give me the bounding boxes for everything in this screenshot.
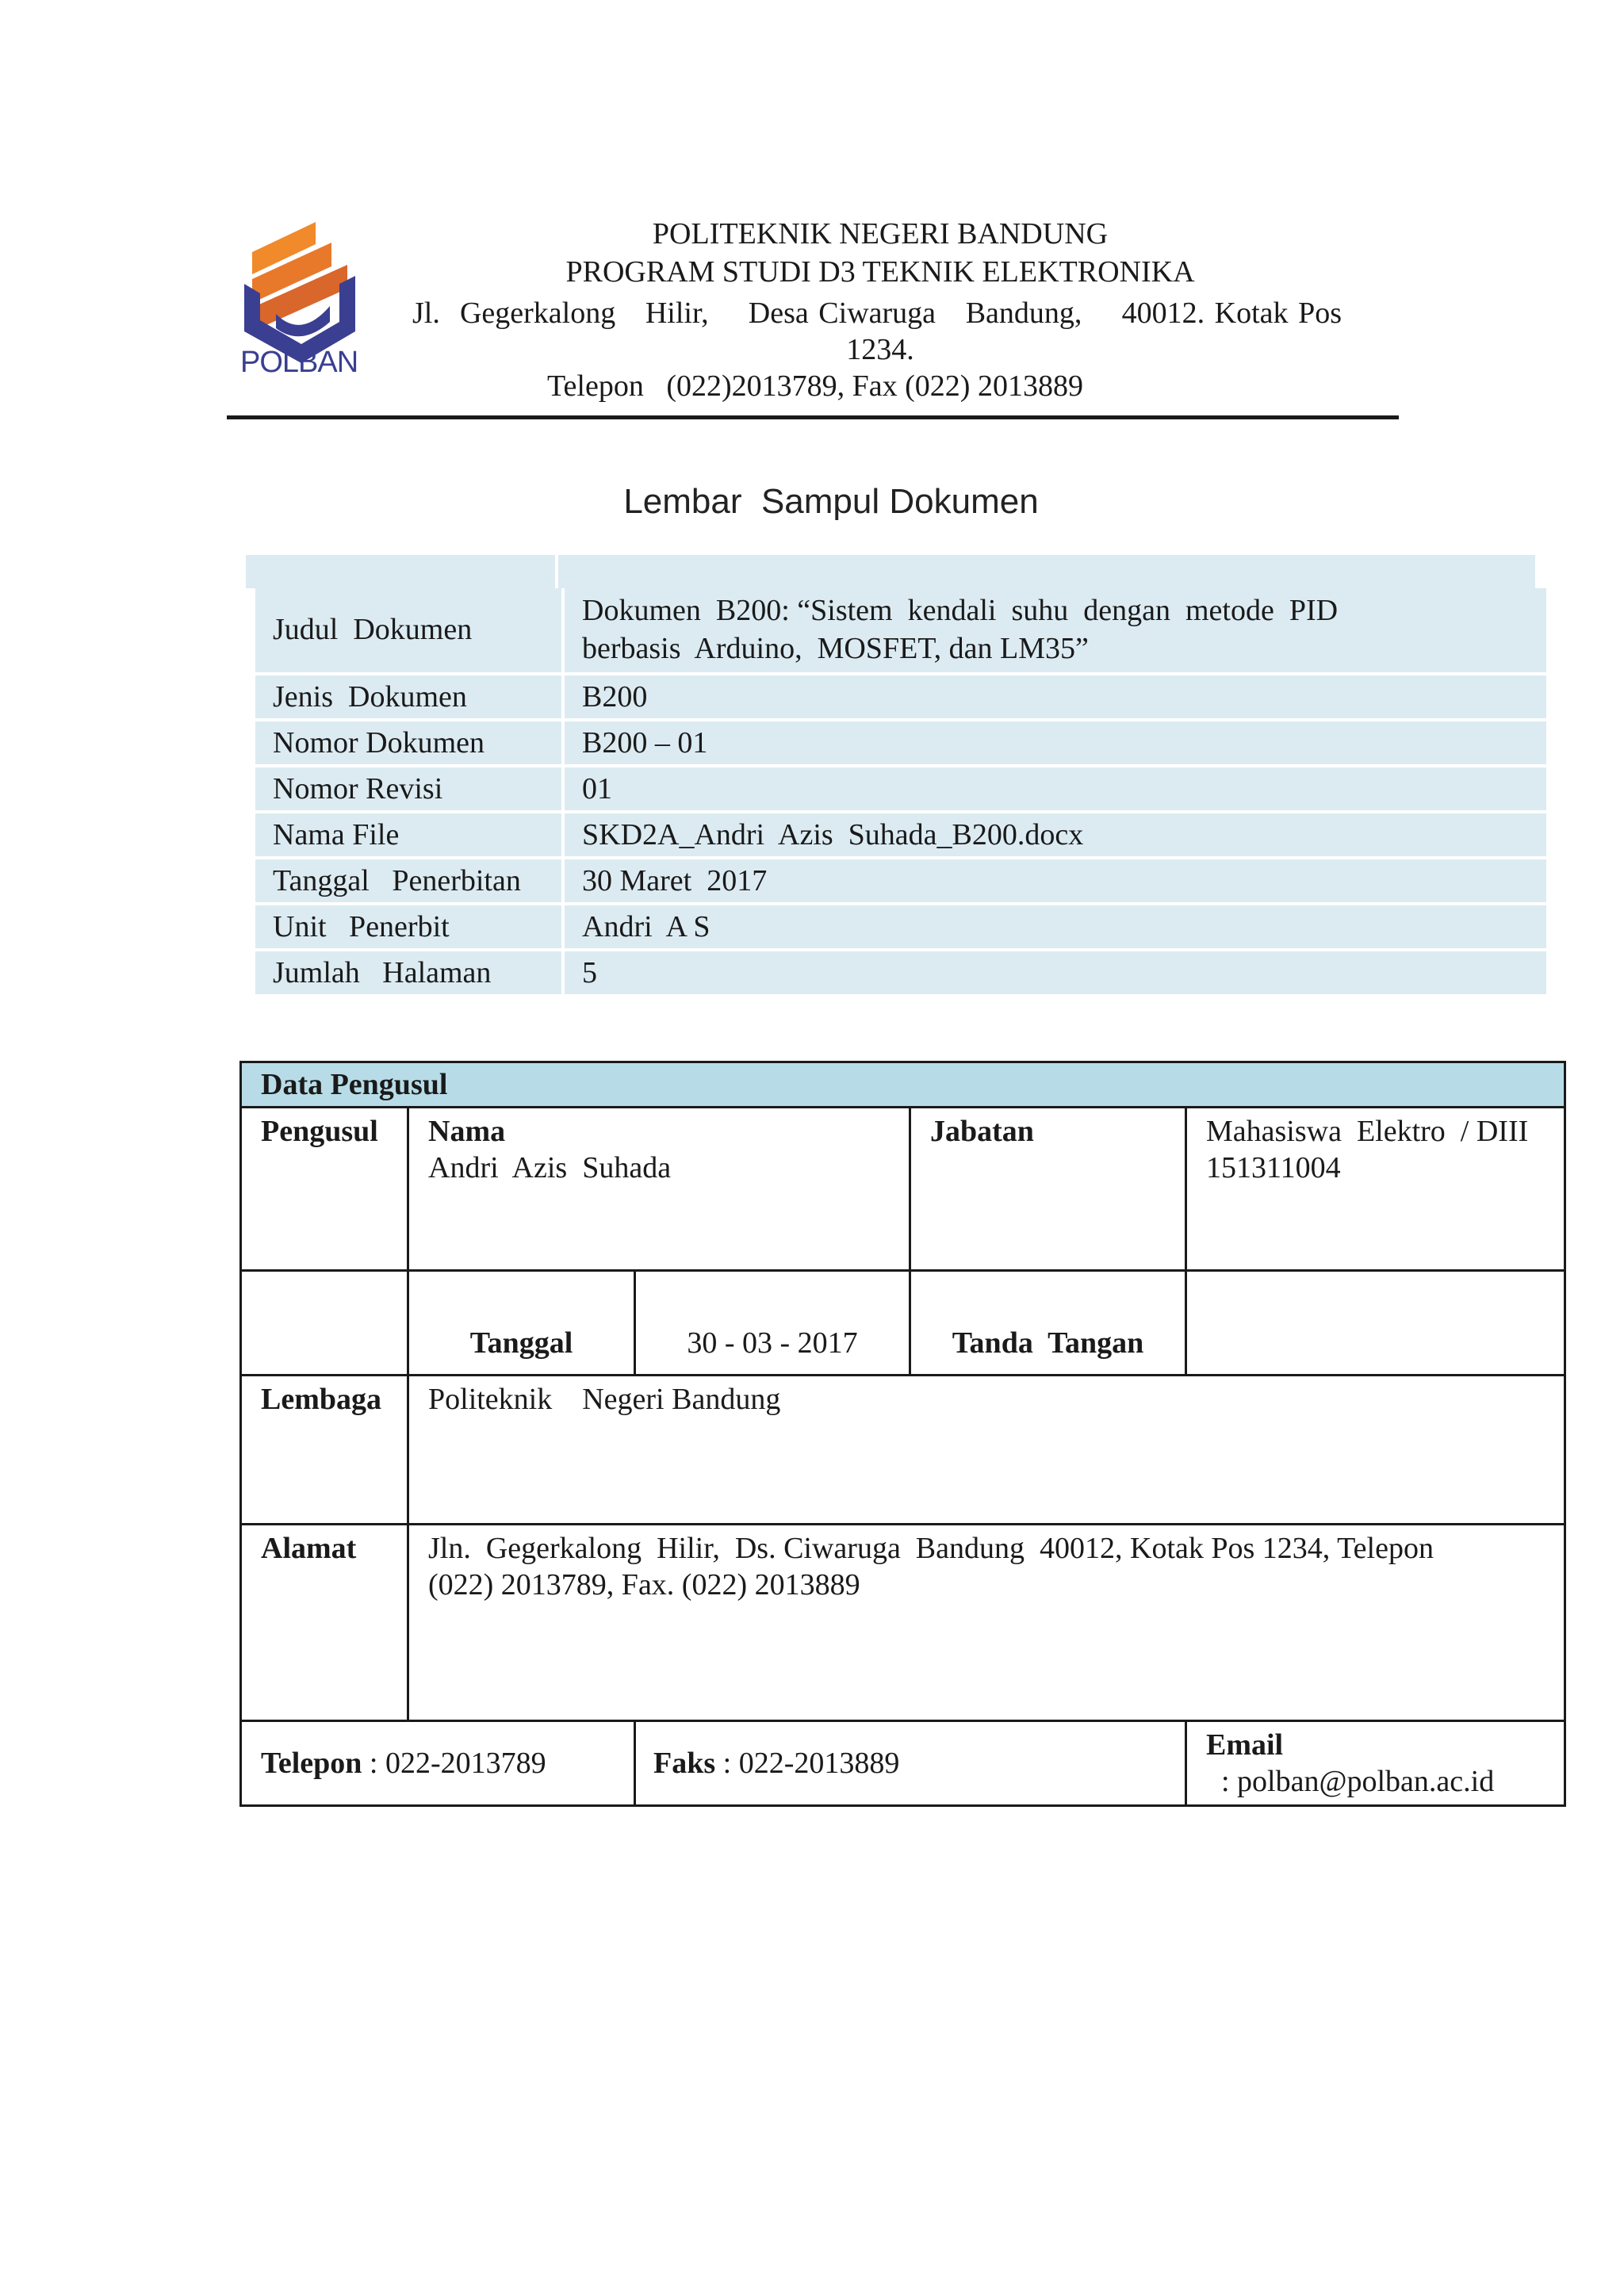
nama-label: Nama [428, 1115, 506, 1148]
table-row [255, 767, 1546, 813]
header-rule [227, 415, 1399, 419]
meta-key: Nomor Dokumen [255, 721, 565, 764]
meta-value-line: berbasis Arduino, MOSFET, dan LM35” [582, 632, 1089, 665]
nim-value: 151311004 [1206, 1151, 1341, 1184]
telepon-cell [241, 1721, 635, 1806]
alamat-value: Jln. Gegerkalong Hilir, Ds. Ciwaruga Bandung 40012, Kotak Pos 1234, Telepon [428, 1532, 1434, 1565]
meta-key: Nama File [255, 813, 565, 856]
table-row [255, 721, 1546, 767]
tanggal-label: Tanggal [408, 1271, 635, 1376]
meta-key: Jenis Dokumen [255, 675, 565, 718]
meta-table [255, 588, 1546, 997]
meta-key: Judul Dokumen [255, 588, 565, 672]
proposer-table [239, 1061, 1566, 1807]
meta-value: Andri A S [582, 910, 710, 943]
meta-value: B200 [582, 680, 648, 714]
lembaga-value: Politeknik Negeri Bandung [408, 1376, 1565, 1525]
email-cell [1186, 1721, 1565, 1806]
table-row [241, 1525, 1565, 1721]
alamat-cell [408, 1525, 1565, 1721]
table-row [241, 1721, 1565, 1806]
table-row [241, 1376, 1565, 1525]
meta-table-divider [555, 555, 558, 593]
meta-value: 01 [582, 772, 612, 806]
meta-key: Tanggal Penerbitan [255, 859, 565, 902]
pengusul-label: Pengusul [241, 1108, 408, 1271]
table-row [255, 813, 1546, 859]
table-row [255, 905, 1546, 951]
institution-name: POLITEKNIK NEGERI BANDUNG [652, 217, 1109, 251]
jabatan-cell [1186, 1108, 1565, 1271]
alamat-label: Alamat [241, 1525, 408, 1721]
section-title: Data Pengusul [241, 1062, 1565, 1108]
logo-text: POLBAN [240, 346, 358, 379]
phone-line: Telepon (022)2013789, Fax (022) 2013889 [547, 369, 1083, 403]
nama-cell [408, 1108, 910, 1271]
nama-value: Andri Azis Suhada [428, 1151, 672, 1184]
telepon-value: : 022-2013789 [369, 1747, 546, 1780]
meta-key: Jumlah Halaman [255, 951, 565, 994]
alamat-value-2: (022) 2013789, Fax. (022) 2013889 [428, 1568, 860, 1601]
meta-value: 5 [582, 956, 597, 989]
faks-cell [635, 1721, 1186, 1806]
table-row [255, 951, 1546, 997]
signature-cell [1186, 1271, 1565, 1376]
table-row [241, 1271, 1565, 1376]
table-row [255, 588, 1546, 675]
faks-value: : 022-2013889 [722, 1747, 900, 1780]
tanda-tangan-label: Tanda Tangan [910, 1271, 1186, 1376]
telepon-label: Telepon [261, 1747, 362, 1780]
jabatan-value: Mahasiswa Elektro / DIII [1206, 1115, 1529, 1148]
meta-key: Nomor Revisi [255, 767, 565, 810]
meta-value: 30 Maret 2017 [582, 864, 768, 897]
program-name: PROGRAM STUDI D3 TEKNIK ELEKTRONIKA [565, 255, 1195, 289]
meta-key: Unit Penerbit [255, 905, 565, 948]
meta-table-top-band [246, 555, 1535, 588]
meta-value: SKD2A_Andri Azis Suhada_B200.docx [582, 818, 1084, 851]
meta-value: B200 – 01 [582, 726, 708, 760]
jabatan-label: Jabatan [910, 1108, 1186, 1271]
meta-value-line: Dokumen B200: “Sistem kendali suhu dengan metode PID [582, 594, 1339, 627]
faks-label: Faks [653, 1747, 716, 1780]
address-line: Jl. Gegerkalong Hilir, Desa Ciwaruga Bandung, 40012. Kotak Pos [412, 297, 1342, 330]
table-row [241, 1108, 1565, 1271]
table-row [255, 859, 1546, 905]
table-row [241, 1062, 1565, 1108]
email-label: Email [1206, 1728, 1284, 1762]
table-row [255, 675, 1546, 721]
email-value: : polban@polban.ac.id [1206, 1765, 1495, 1798]
tanggal-value: 30 - 03 - 2017 [635, 1271, 910, 1376]
document-title: Lembar Sampul Dokumen [623, 482, 1039, 521]
meta-value [565, 588, 1546, 672]
empty-cell [241, 1271, 408, 1376]
lembaga-label: Lembaga [241, 1376, 408, 1525]
address-line-2: 1234. [846, 333, 914, 366]
